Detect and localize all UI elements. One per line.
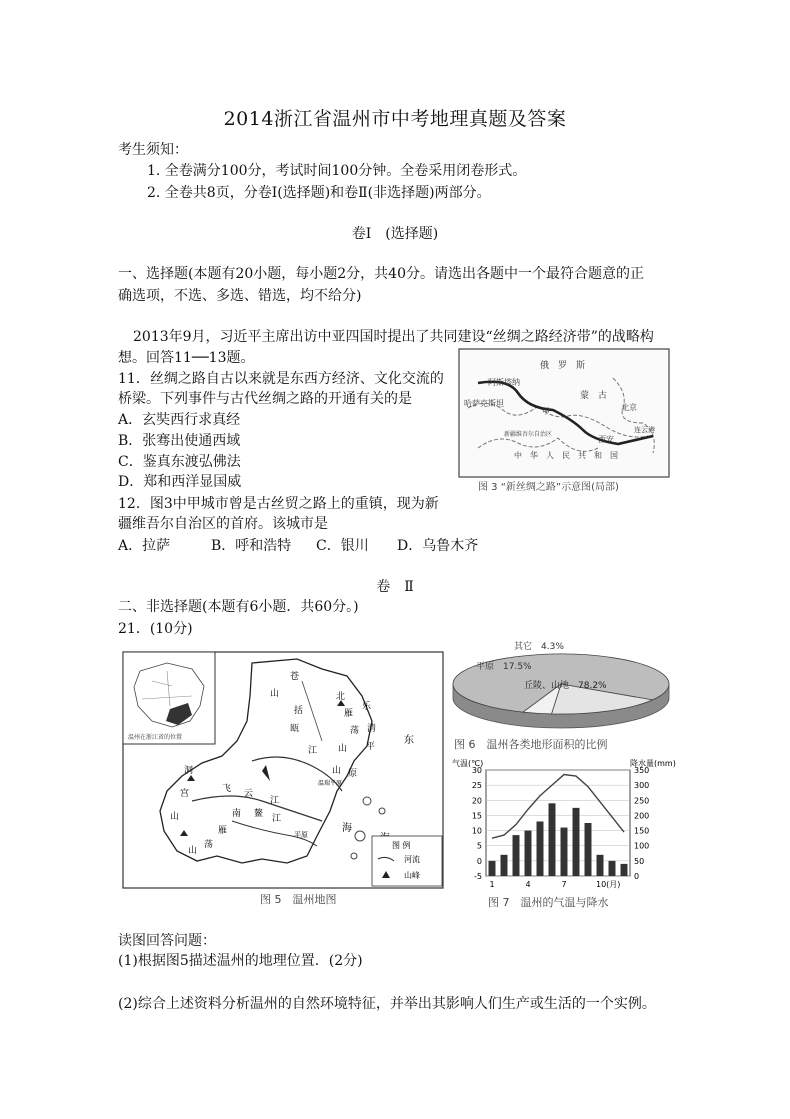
precip-bar-month-3 [513, 835, 520, 876]
fig5-label: 飞 [222, 784, 232, 794]
temp-tick-label: 5 [476, 841, 482, 851]
precip-tick-label: 50 [634, 856, 645, 866]
temp-tick-label: 15 [471, 811, 482, 821]
month-tick-label: 10(月) [596, 880, 621, 889]
fig3-label: 蒙 古 [580, 391, 608, 401]
notice-item: 2. 全卷共8页，分卷Ⅰ(选择题)和卷Ⅱ(非选择题)两部分。 [147, 185, 491, 201]
q21-sub1: (1)根据图5描述温州的地理位置．(2分) [118, 953, 363, 969]
temp-axis-label: 气温(℃) [452, 759, 484, 768]
precip-tick-label: 300 [634, 781, 650, 791]
fig5-label: 山 [188, 846, 198, 856]
q21-sub2: (2)综合上述资料分析温州的自然环境特征，并举出其影响人们生产或生活的一个实例。 [118, 996, 656, 1012]
intro-text-cont: 想。回答11──13题。 [118, 350, 255, 366]
temp-tick-label: 0 [476, 856, 482, 866]
page-title: 2014浙江省温州市中考地理真题及答案 [223, 108, 567, 130]
q12-option-d: D．乌鲁木齐 [397, 538, 479, 554]
fig3-label: 北京 [621, 403, 637, 412]
fig5-label: 海 [342, 823, 352, 834]
fig3-label: 阿斯塔纳 [488, 378, 520, 387]
fig5-label: 雁 [218, 826, 228, 836]
fig5-label: 山 [270, 689, 280, 699]
fig5-label: 云 [244, 789, 254, 799]
fig5-label: 山 [332, 766, 342, 776]
precip-tick-label: 0 [634, 872, 640, 881]
q21-header: 21．(10分) [118, 621, 193, 637]
fig5-caption: 图 5 温州地图 [260, 893, 337, 906]
section1-instructions: 一、选择题(本题有20小题，每小题2分，共40分。请选出各题中一个最符合题意的正 [118, 266, 644, 282]
fig3-caption: 图 3 “新丝绸之路”示意图(局部) [478, 482, 619, 493]
month-tick-label: 1 [489, 880, 495, 889]
precip-bar-month-7 [561, 828, 568, 876]
fig3-label: 俄 罗 斯 [540, 361, 586, 371]
fig5-label: 温瑞平原 [318, 780, 343, 787]
precip-bar-month-10 [597, 855, 604, 876]
fig5-inset-caption: 温州在浙江省的位置 [128, 734, 183, 741]
fig5-label: 洞 [184, 766, 194, 776]
precip-tick-label: 250 [634, 796, 650, 806]
fig5-label: 瓯 [290, 724, 300, 734]
notice-item: 1. 全卷满分100分，考试时间100分钟。全卷采用闭卷形式。 [147, 163, 527, 179]
fig5-label: 鳌 [254, 809, 264, 819]
precip-bar-month-9 [585, 823, 592, 876]
precip-bar-month-4 [525, 831, 532, 876]
fig5-label: 荡 [204, 840, 214, 850]
q11-stem-cont: 桥梁。下列事件与古代丝绸之路的开通有关的是 [118, 391, 412, 407]
fig5-label: 清 [367, 724, 377, 734]
month-tick-label: 4 [525, 880, 531, 889]
pie-label-hills: 丘陵、山地 78.2% [524, 681, 607, 691]
fig5-legend-river: 河流 [404, 855, 420, 864]
precip-bar-month-11 [609, 861, 616, 876]
fig5-label: 南 [232, 809, 242, 819]
plot-frame [486, 770, 630, 876]
precip-bar-month-8 [573, 808, 580, 876]
temperature-line [492, 775, 624, 839]
fig5-label: 宫 [180, 789, 190, 799]
q12-option-c: C．银川 [316, 538, 369, 554]
precip-bar-month-6 [549, 803, 556, 876]
precip-axis-label: 降水量(mm) [630, 759, 676, 768]
q12-option-a: A．拉萨 [118, 538, 171, 554]
figure-6-terrain-pie [446, 636, 682, 754]
intro-text: 2013年9月，习近平主席出访中亚四国时提出了共同建设“丝绸之路经济带”的战略构 [133, 329, 654, 345]
q11-stem: 11．丝绸之路自古以来就是东西方经济、文化交流的 [118, 371, 444, 387]
fig5-label: 平原 [294, 831, 308, 839]
precip-bar-month-2 [501, 855, 508, 876]
fig5-label: 原 [348, 769, 358, 779]
precip-bar-month-5 [537, 821, 544, 876]
fig3-label: 哈萨克斯坦 [464, 399, 504, 408]
read-prompt: 读图回答问题： [118, 933, 216, 949]
q11-option-c: C．鉴真东渡弘佛法 [118, 454, 241, 470]
fig5-label: 江 [272, 814, 282, 824]
fig5-label: 乐 [362, 702, 372, 712]
temp-tick-label: 10 [471, 826, 482, 836]
precip-tick-label: 150 [634, 826, 650, 836]
q11-option-b: B．张骞出使通西域 [118, 433, 241, 449]
fig5-label: 苍 [290, 672, 300, 682]
precip-tick-label: 200 [634, 811, 650, 821]
precip-bar-month-12 [621, 864, 628, 876]
figure-7-climate-chart [446, 754, 686, 912]
fig3-label: 甲 [542, 407, 550, 416]
q11-option-d: D．郑和西洋显国威 [118, 474, 242, 490]
temp-tick-label: 25 [471, 781, 482, 791]
part1-title: 卷Ⅰ (选择题) [351, 226, 439, 242]
fig7-caption: 图 7 温州的气温与降水 [488, 896, 609, 909]
fig3-label: 中 华 人 民 共 和 国 [514, 451, 618, 460]
figure-5-wenzhou-map [122, 651, 444, 909]
precip-tick-label: 350 [634, 766, 650, 775]
section1-instructions-cont: 确选项，不选、多选、错选，均不给分) [118, 288, 362, 304]
fig5-label: 荡 [350, 726, 360, 736]
precip-bar-month-1 [489, 861, 496, 876]
fig3-label: 西安 [598, 435, 614, 444]
fig5-legend-title: 图 例 [392, 841, 411, 850]
temp-tick-label: 30 [471, 766, 482, 775]
fig5-label: 江 [270, 796, 280, 806]
fig5-label: 北 [336, 692, 346, 702]
fig5-label: 山 [338, 744, 348, 754]
pie-label-other: 其它 4.3% [514, 642, 564, 652]
section2-instructions: 二、非选择题(本题有6小题．共60分。) [118, 599, 359, 615]
figure-3-silk-road-map [458, 348, 670, 496]
fig5-label: 雁 [344, 709, 354, 719]
temp-tick-label: -5 [474, 872, 482, 881]
temp-tick-label: 20 [471, 796, 482, 806]
precip-tick-label: 100 [634, 841, 650, 851]
q12-option-b: B．呼和浩特 [211, 538, 292, 554]
fig5-label: 平 [366, 742, 376, 752]
pie-label-plain: 平原 17.5% [476, 662, 532, 672]
month-tick-label: 7 [561, 880, 567, 889]
fig5-legend-peak: 山峰 [404, 871, 420, 880]
fig5-label: 东 [404, 735, 414, 746]
notice-heading: 考生须知： [118, 142, 188, 158]
q11-option-a: A．玄奘西行求真经 [118, 412, 241, 428]
fig3-label: 连云港 [634, 426, 655, 434]
fig3-label: 新疆维吾尔自治区 [504, 431, 553, 438]
fig5-label: 括 [294, 706, 304, 716]
fig6-caption: 图 6 温州各类地形面积的比例 [454, 738, 608, 751]
part2-title: 卷 Ⅱ [376, 579, 414, 595]
q12-stem: 12．图3中甲城市曾是古丝贸之路上的重镇，现为新 [118, 496, 439, 512]
fig5-label: 山 [170, 812, 180, 822]
q12-stem-cont: 疆维吾尔自治区的首府。该城市是 [118, 516, 328, 532]
fig5-label: 江 [308, 746, 318, 756]
